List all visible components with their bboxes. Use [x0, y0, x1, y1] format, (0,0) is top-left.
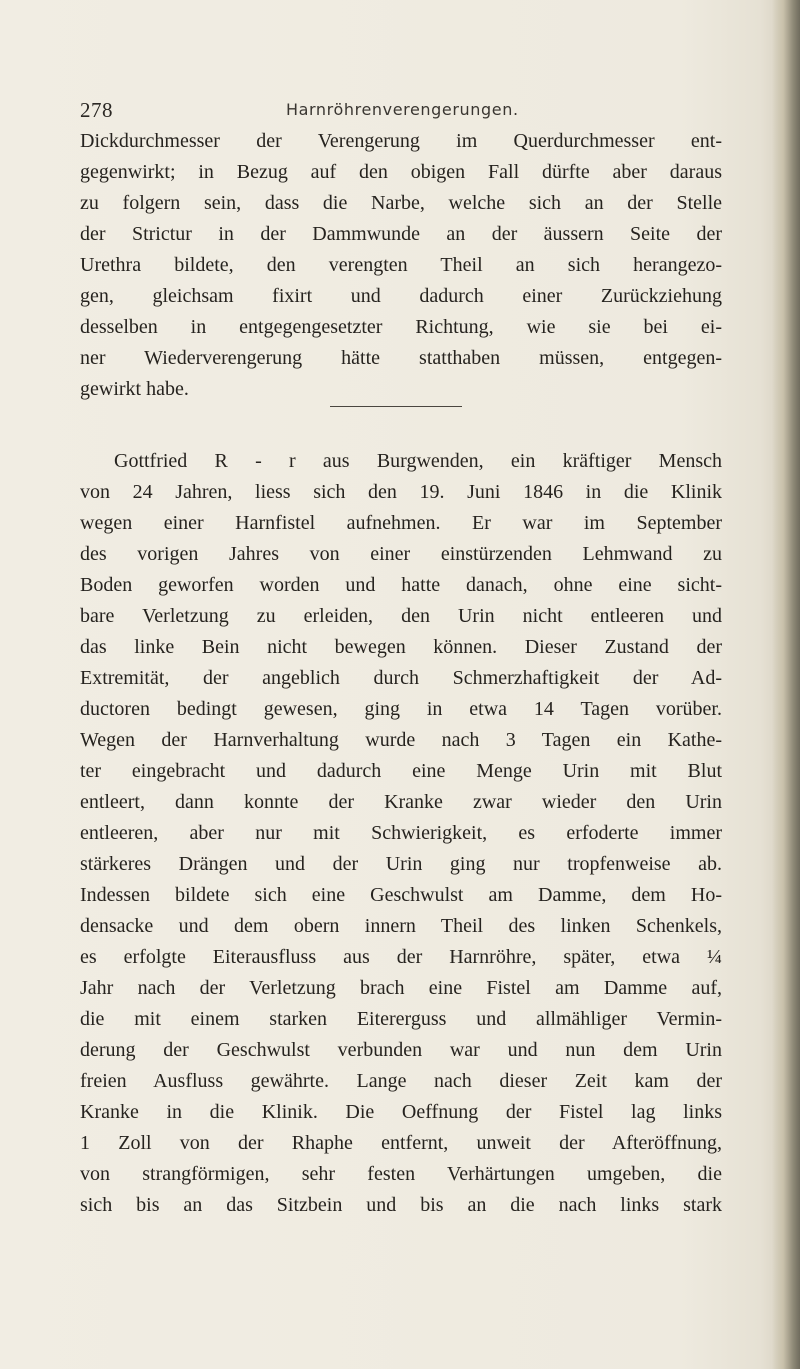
text-line: von 24 Jahren, liess sich den 19. Juni 1846 in die Klinik — [80, 481, 722, 503]
text-line: Gottfried R - r aus Burgwenden, ein kräftiger Mensch — [114, 450, 722, 472]
text-line: gewirkt habe. — [80, 378, 189, 400]
text-line: des vorigen Jahres von einer einstürzenden Lehmwand zu — [80, 543, 722, 565]
text-line: die mit einem starken Eitererguss und allmähliger Vermin- — [80, 1008, 722, 1030]
text-line: wegen einer Harnfistel aufnehmen. Er war im September — [80, 512, 722, 534]
running-header — [80, 98, 720, 128]
text-line: freien Ausfluss gewährte. Lange nach dieser Zeit kam der — [80, 1070, 722, 1092]
text-line: sich bis an das Sitzbein und bis an die nach links stark — [80, 1194, 722, 1216]
text-line: stärkeres Drängen und der Urin ging nur tropfenweise ab. — [80, 853, 722, 875]
text-line: das linke Bein nicht bewegen können. Dieser Zustand der — [80, 636, 722, 658]
text-line: Boden geworfen worden und hatte danach, ohne eine sicht- — [80, 574, 722, 596]
text-line: Urethra bildete, den verengten Theil an sich herangezo- — [80, 254, 722, 276]
text-line: desselben in entgegengesetzter Richtung, wie sie bei ei- — [80, 316, 722, 338]
text-line: der Strictur in der Dammwunde an der äussern Seite der — [80, 223, 722, 245]
text-line: Indessen bildete sich eine Geschwulst am Damme, dem Ho- — [80, 884, 722, 906]
text-line: ner Wiederverengerung hätte statthaben müssen, entgegen- — [80, 347, 722, 369]
section-separator-rule — [330, 406, 462, 407]
text-line: ter eingebracht und dadurch eine Menge Urin mit Blut — [80, 760, 722, 782]
text-line: Jahr nach der Verletzung brach eine Fistel am Damme auf, — [80, 977, 722, 999]
text-line: Dickdurchmesser der Verengerung im Querdurchmesser ent- — [80, 130, 722, 152]
text-line: 1 Zoll von der Rhaphe entfernt, unweit der Afteröffnung, — [80, 1132, 722, 1154]
text-line: von strangförmigen, sehr festen Verhärtungen umgeben, die — [80, 1163, 722, 1185]
text-line: gegenwirkt; in Bezug auf den obigen Fall dürfte aber daraus — [80, 161, 722, 183]
text-line: derung der Geschwulst verbunden war und nun dem Urin — [80, 1039, 722, 1061]
text-line: Wegen der Harnverhaltung wurde nach 3 Tagen ein Kathe- — [80, 729, 722, 751]
text-line: densacke und dem obern innern Theil des linken Schenkels, — [80, 915, 722, 937]
page-binding-edge — [772, 0, 800, 1369]
text-line: entleeren, aber nur mit Schwierigkeit, es erfoderte immer — [80, 822, 722, 844]
running-title: Harnröhrenverengerungen. — [286, 100, 519, 119]
text-line: Extremität, der angeblich durch Schmerzhaftigkeit der Ad- — [80, 667, 722, 689]
text-line: bare Verletzung zu erleiden, den Urin nicht entleeren und — [80, 605, 722, 627]
paragraph-1 — [80, 126, 722, 405]
text-line: gen, gleichsam fixirt und dadurch einer Zurückziehung — [80, 285, 722, 307]
page-number: 278 — [80, 98, 113, 122]
paragraph-2 — [80, 446, 722, 1221]
text-line: zu folgern sein, dass die Narbe, welche sich an der Stelle — [80, 192, 722, 214]
text-line: ductoren bedingt gewesen, ging in etwa 14 Tagen vorüber. — [80, 698, 722, 720]
text-line: entleert, dann konnte der Kranke zwar wieder den Urin — [80, 791, 722, 813]
text-line: es erfolgte Eiterausfluss aus der Harnröhre, später, etwa ¼ — [80, 946, 722, 968]
text-line: Kranke in die Klinik. Die Oeffnung der Fistel lag links — [80, 1101, 722, 1123]
